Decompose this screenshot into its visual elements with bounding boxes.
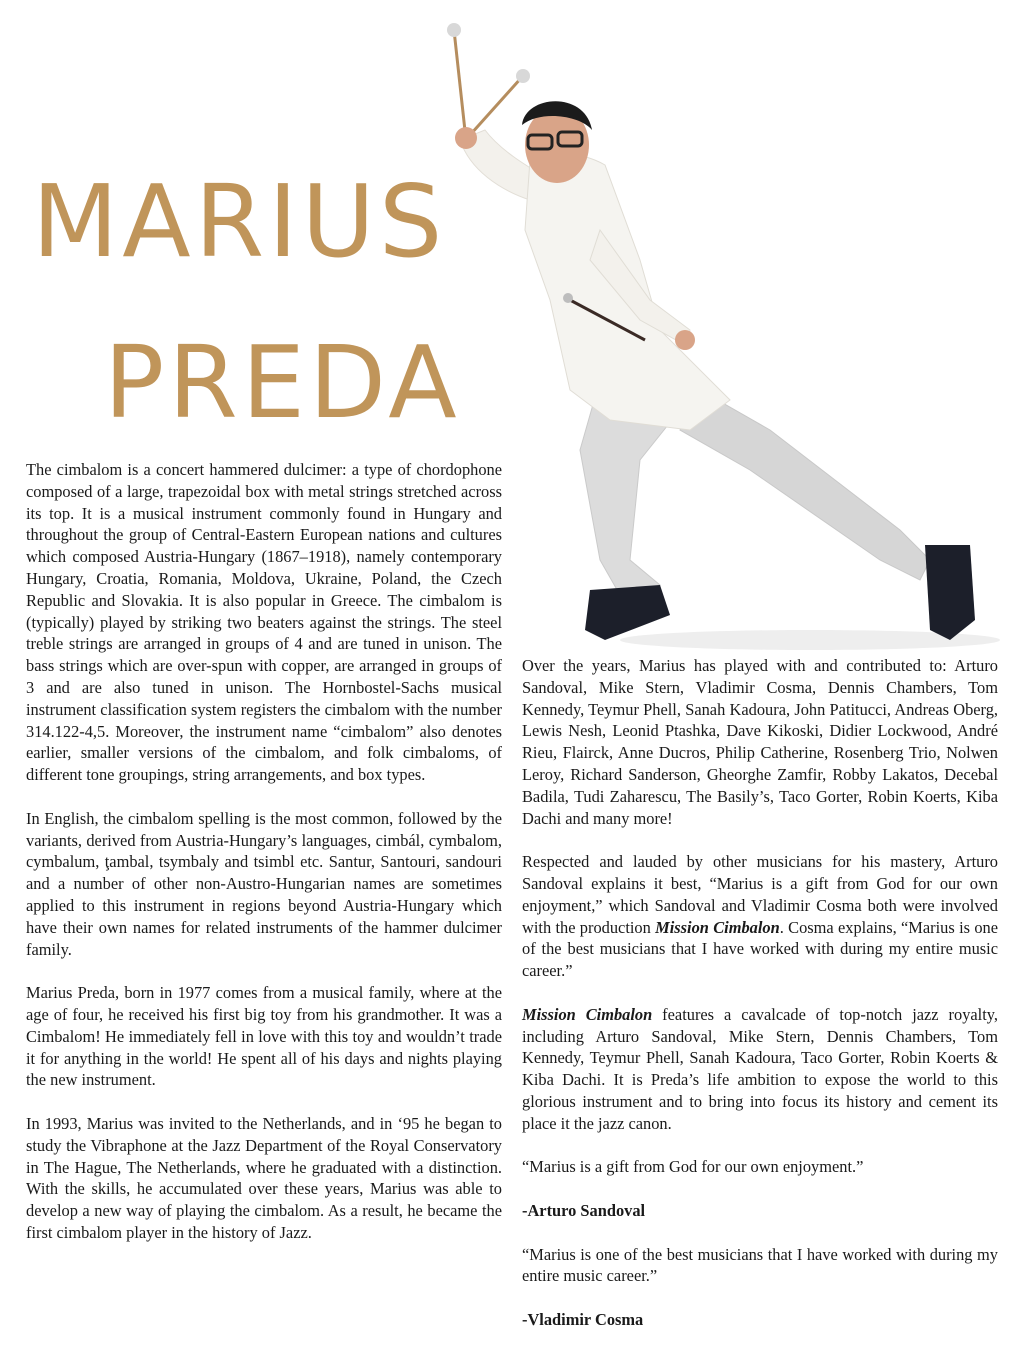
attribution-sandoval: -Arturo Sandoval [522, 1200, 646, 1220]
album-text: features a cavalcade of top-notch jazz royalty, including Arturo Sandoval, Mike Stern, Dennis Chambers, Tom Kennedy, Teymur Phell, Sanah Kadoura, Taco Gorter, Robin Koerts & Kiba Dachi. It is Preda’s life ambition to expose the world to this glorious instrument and to bring into focus its history and cement its place it the jazz canon. [522, 1004, 999, 1133]
paragraph-album [522, 1004, 998, 1135]
album-title-2: Mission Cimbalon [522, 1004, 653, 1024]
left-column [26, 459, 502, 1265]
title-line-1: MARIUS [32, 163, 447, 280]
paragraph-spelling: In English, the cimbalom spelling is the most common, followed by the variants, derived from Austria-Hungary’s languages, cimbál, cymbalom, cymbalum, ţambal, tsymbaly and tsimbl etc. Santur, Santouri, sandouri and a number of other non-Austro-Hungarian names are sometimes applied to this instrument in regions beyond Austria-Hungary which have their own names for related instruments of the hammer dulcimer family. [26, 808, 502, 959]
musician-photo [430, 0, 1024, 660]
right-column [522, 655, 998, 1353]
praise-text-a: Respected and lauded by other musicians for his mastery, Arturo Sandoval explains it best, “Marius is a gift from God for our own enjoyment,” which Sandoval and Vladimir Cosma both were involved with the production [522, 852, 998, 937]
attribution-cosma: -Vladimir Cosma [522, 1309, 644, 1329]
paragraph-netherlands: In 1993, Marius was invited to the Netherlands, and in ‘95 he began to study the Vibraphone at the Jazz Department of the Royal Conservatory in The Hague, The Netherlands, where he graduated with a distinction. With the skills, he accumulated over these years, Marius was able to develop a new way of playing the cimbalom. As a result, he became the first cimbalom player in the history of Jazz. [26, 1113, 502, 1242]
praise-text-b: . Cosma explains, “Marius is one of the best musicians that I have worked with during my entire music career.” [522, 917, 998, 981]
paragraph-biography: Marius Preda, born in 1977 comes from a musical family, where at the age of four, he received his first big toy from his grandmother. It was a Cimbalom! He immediately fell in love with this toy and wouldn’t trade it for anything in the world! He spent all of his days and nights playing the new instrument. [26, 983, 502, 1090]
album-title-1: Mission Cimbalon [655, 917, 780, 937]
quote-sandoval: “Marius is a gift from God for our own enjoyment.” [522, 1157, 864, 1177]
title-line-2: PREDA [104, 324, 461, 441]
paragraph-cimbalom-intro: The cimbalom is a concert hammered dulcimer: a type of chordophone composed of a large, trapezoidal box with metal strings stretched across its top. It is a musical instrument commonly found in Hungary and throughout the group of Central-Eastern European nations and cultures which composed Austria-Hungary (1867–1918), namely contemporary Hungary, Croatia, Romania, Moldova, Ukraine, Poland, the Czech Republic and Slovakia. It is also popular in Greece. The cimbalom is (typically) played by striking two beaters against the strings. The steel treble strings are arranged in groups of 4 and are tuned in unison. The bass strings which are over-spun with copper, are arranged in groups of 3 and are also tuned in unison. The Hornbostel-Sachs musical instrument classification system registers the cimbalom with the number 314.122-4,5. Moreover, the instrument name “cimbalom” also denotes earlier, smaller versions of the cimbalom, and folk cimbaloms, of different tone groupings, string arrangements, and box types. [26, 460, 502, 785]
paragraph-praise [522, 851, 998, 982]
quote-cosma: “Marius is one of the best musicians that I have worked with during my entire music career.” [522, 1244, 998, 1286]
paragraph-collaborations: Over the years, Marius has played with and contributed to: Arturo Sandoval, Mike Stern, Vladimir Cosma, Dennis Chambers, Tom Kennedy, Teymur Phell, Sanah Kadoura, John Patitucci, Andreas Oberg, Lewis Nesh, Leonid Ptashka, Dave Kikoski, Didier Lockwood, André Rieu, Flairck, Anne Ducros, Philip Catherine, Rosenberg Trio, Nolwen Leroy, Richard Sanderson, Gheorghe Zamfir, Robby Lakatos, Decebal Badila, Tudi Zaharescu, The Basily’s, Taco Gorter, Robin Koerts, Kiba Dachi and many more! [522, 656, 998, 828]
